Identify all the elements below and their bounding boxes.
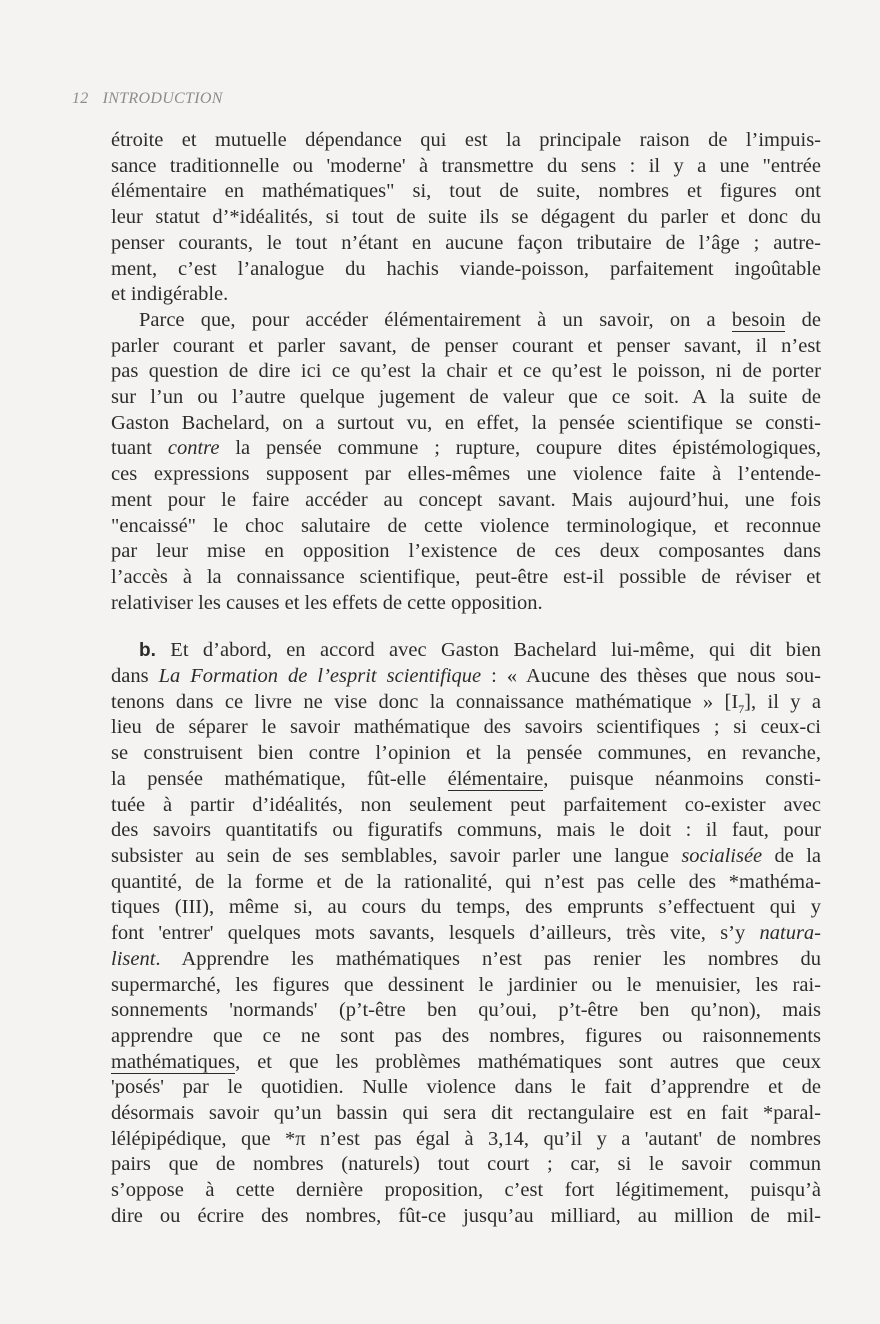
text-line: des savoirs quantitatifs ou figuratifs communs, mais le doit : il faut, pour xyxy=(111,819,821,842)
paragraph-gap xyxy=(111,616,821,638)
text-line: subsister au sein de ses semblables, savoir parler une langue socialisée de la xyxy=(111,844,821,867)
text-line: parler courant et parler savant, de penser courant et penser savant, il n’est xyxy=(111,334,821,357)
text-line: dire ou écrire des nombres, fût-ce jusqu’au milliard, au million de mil- xyxy=(111,1204,821,1227)
text-line: lieu de séparer le savoir mathématique des savoirs scientifiques ; si ceux-ci xyxy=(111,716,821,739)
reference-subscript: 7 xyxy=(738,701,745,716)
paragraph-1 xyxy=(111,128,821,308)
italic-word: contre xyxy=(167,437,220,460)
italic-word: lisent xyxy=(111,947,156,970)
text-line: apprendre que ce ne sont pas des nombres, figures ou raisonnements xyxy=(111,1024,821,1047)
paragraph-2 xyxy=(111,308,821,616)
page-body xyxy=(111,128,821,1230)
text-line: s’oppose à cette dernière proposition, c’est fort légitimement, puisqu’à xyxy=(111,1179,821,1202)
text-line: ces expressions supposent par elles-mêmes une violence faite à l’entende- xyxy=(111,463,821,486)
text-line: la pensée mathématique, fût-elle élémentaire, puisque néanmoins consti- xyxy=(111,767,821,790)
page-number: 12 xyxy=(72,90,89,107)
text-line: étroite et mutuelle dépendance qui est la principale raison de l’impuis- xyxy=(111,129,821,151)
text-line: et indigérable. xyxy=(111,283,229,306)
text-line: font 'entrer' quelques mots savants, lesquels d’ailleurs, très vite, s’y natura- xyxy=(111,922,821,945)
underlined-word: besoin xyxy=(731,308,786,331)
text-line: leur statut d’*idéalités, si tout de suite ils se dégagent du parler et donc du xyxy=(111,206,821,229)
italic-word: natura- xyxy=(759,922,821,945)
text-line: tuée à partir d’idéalités, non seulement peut parfaitement co-exister avec xyxy=(111,793,821,816)
text-line: élémentaire en mathématiques" si, tout de suite, nombres et figures ont xyxy=(111,180,821,203)
text-line: 'posés' par le quotidien. Nulle violence dans le fait d’apprendre et de xyxy=(111,1076,821,1099)
text-line: Gaston Bachelard, on a surtout vu, en effet, la pensée scientifique se consti- xyxy=(111,411,821,434)
text-line: Parce que, pour accéder élémentairement à un savoir, on a besoin de xyxy=(139,308,821,331)
text-line: b. Et d’abord, en accord avec Gaston Bachelard lui-même, qui dit bien xyxy=(139,639,821,662)
text-line: pas question de dire ici ce qu’est la chair et ce qu’est le poisson, ni de porter xyxy=(111,360,821,383)
text-line: quantité, de la forme et de la rationalité, qui n’est pas celle des *mathéma- xyxy=(111,870,821,893)
text-line: l’accès à la connaissance scientifique, peut-être est-il possible de réviser et xyxy=(111,565,821,588)
text-line: désormais savoir qu’un bassin qui sera dit rectangulaire est en fait *paral- xyxy=(111,1102,821,1125)
running-title: INTRODUCTION xyxy=(102,90,223,107)
text-line: ment, c’est l’analogue du hachis viande-poisson, parfaitement ingoûtable xyxy=(111,257,821,280)
text-line: se construisent bien contre l’opinion et la pensée communes, en revanche, xyxy=(111,742,821,765)
text-line: tuant contre la pensée commune ; rupture, coupure dites épistémologiques, xyxy=(111,437,821,460)
paragraph-b xyxy=(111,638,821,1229)
text-line: lisent. Apprendre les mathématiques n’est pas renier les nombres du xyxy=(111,947,821,970)
running-header xyxy=(72,90,223,108)
underlined-word: mathématiques xyxy=(111,1050,236,1073)
section-label: b. xyxy=(139,640,156,662)
text-line: dans La Formation de l’esprit scientifique : « Aucune des thèses que nous sou- xyxy=(111,665,821,688)
italic-word: socialisée xyxy=(681,844,763,867)
book-title: La Formation de l’esprit scientifique xyxy=(158,665,482,688)
text-line: lélépipédique, que *π n’est pas égal à 3,14, qu’il y a 'autant' de nombres xyxy=(111,1127,821,1150)
underlined-word: élémentaire xyxy=(447,767,544,790)
text-line: sance traditionnelle ou 'moderne' à transmettre du sens : il y a une "entrée xyxy=(111,154,821,177)
text-line: par leur mise en opposition l’existence de ces deux composantes dans xyxy=(111,540,821,563)
text-line: tiques (III), même si, au cours du temps, des emprunts s’effectuent qui y xyxy=(111,896,821,919)
text-line: sur l’un ou l’autre quelque jugement de valeur que ce soit. A la suite de xyxy=(111,386,821,409)
text-line: supermarché, les figures que dessinent le jardinier ou le menuisier, les rai- xyxy=(111,973,821,996)
text-line: "encaissé" le choc salutaire de cette violence terminologique, et reconnue xyxy=(111,514,821,537)
text-line: relativiser les causes et les effets de cette opposition. xyxy=(111,591,543,614)
text-line: penser courants, le tout n’étant en aucune façon tributaire de l’âge ; autre- xyxy=(111,231,821,254)
text-line: mathématiques, et que les problèmes mathématiques sont autres que ceux xyxy=(111,1050,821,1073)
text-line: sonnements 'normands' (p’t-être ben qu’oui, p’t-être ben qu’non), mais xyxy=(111,999,821,1022)
text-line: tenons dans ce livre ne vise donc la connaissance mathématique » $[I_7]$, il y a xyxy=(111,690,821,716)
text-line: ment pour le faire accéder au concept savant. Mais aujourd’hui, une fois xyxy=(111,488,821,511)
text-line: pairs que de nombres (naturels) tout court ; car, si le savoir commun xyxy=(111,1153,821,1176)
